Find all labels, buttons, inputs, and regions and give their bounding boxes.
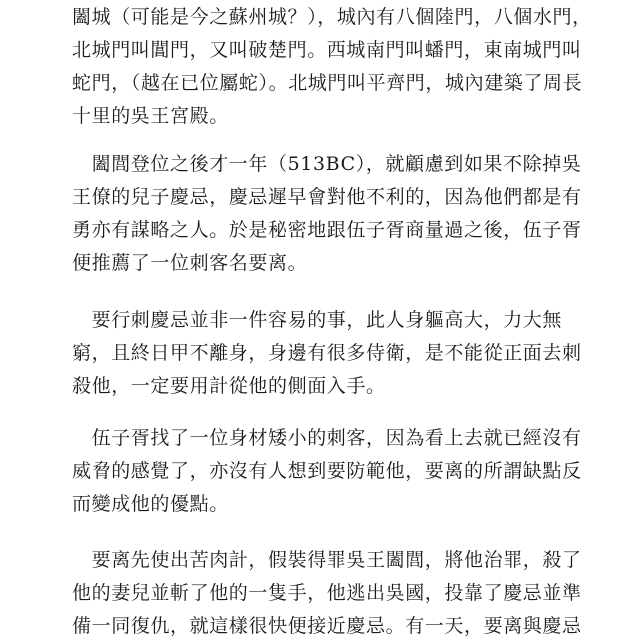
text-line: 十里的吳王宮殿。 (72, 105, 229, 127)
text-line: 要行刺慶忌並非一件容易的事，此人身軀高大，力大無 (72, 309, 563, 331)
paragraph-yaoli-ruse (72, 544, 582, 643)
text-line: 窮，且終日甲不離身，身邊有很多侍衛，是不能從正面去刺 (72, 342, 582, 364)
paragraph-wu-city-gates (72, 1, 592, 133)
paragraph-assassin-choice (72, 422, 582, 521)
text-line: 王僚的兒子慶忌，慶忌遲早會對他不利的，因為他們都是有 (72, 186, 582, 208)
text-line: 北城門叫閶門，又叫破楚門。西城南門叫蟠門，東南城門叫 (72, 39, 582, 61)
text-line: 勇亦有謀略之人。於是秘密地跟伍子胥商量過之後，伍子胥 (72, 219, 582, 241)
text-line: 威脅的感覺了，亦沒有人想到要防範他，要离的所謂缺點反 (72, 460, 582, 482)
text-line: 伍子胥找了一位身材矮小的刺客，因為看上去就已經沒有 (72, 427, 582, 449)
text-line: 而變成他的優點。 (72, 493, 229, 515)
text-line: 便推薦了一位刺客名要离。 (72, 252, 308, 274)
paragraph-helu-plan (72, 148, 582, 280)
text-line: 備一同復仇，就這樣很快便接近慶忌。有一天，要离與慶忌 (72, 615, 582, 637)
text-line: 他的妻兒並斬了他的一隻手，他逃出吳國，投靠了慶忌並準 (72, 582, 582, 604)
text-line: 闔閭登位之後才一年（513BC），就顧慮到如果不除掉吳 (72, 153, 582, 175)
text-line: 蛇門，（越在已位屬蛇）。北城門叫平齊門，城內建築了周長 (72, 72, 583, 94)
text-line: 要离先使出苦肉計，假裝得罪吳王闔閭，將他治罪，殺了 (72, 549, 582, 571)
paragraph-qingji-difficulty (72, 304, 582, 403)
text-line: 闔城（可能是今之蘇州城？），城內有八個陸門，八個水門， (72, 6, 592, 28)
text-line: 殺他，一定要用計從他的側面入手。 (72, 375, 386, 397)
